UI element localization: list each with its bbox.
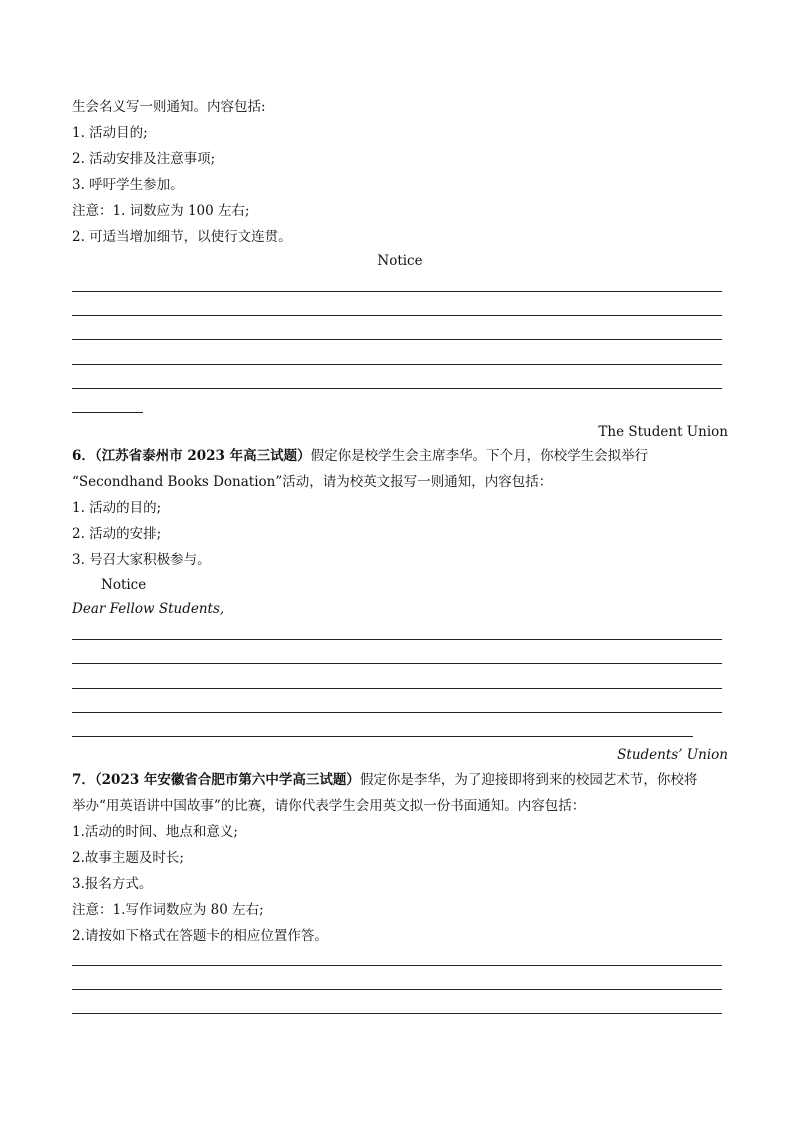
salutation: Dear Fellow Students, [72,601,225,617]
instruction-item: 3. 号召大家积极参与。 [72,552,211,568]
question-7-heading [72,771,697,789]
answer-line[interactable] [72,965,722,966]
answer-line[interactable] [72,1013,722,1014]
signature: Students’ Union [617,747,728,763]
question-prompt: 假定你是李华，为了迎接即将到来的校园艺术节，你校将 [359,772,698,788]
note-line: 注意：1. 词数应为 100 左右; [72,203,250,219]
question-prompt: 假定你是校学生会主席李华。下个月，你校学生会拟举行 [310,448,649,464]
answer-line[interactable] [72,291,722,292]
answer-line[interactable] [72,736,693,737]
question-source: （江苏省泰州市 2023 年高三试题） [94,448,311,464]
signature: The Student Union [598,424,728,440]
instruction-item: 2. 活动的安排; [72,526,162,542]
answer-line[interactable] [72,315,722,316]
note-line: 注意：1.写作词数应为 80 左右; [72,902,264,918]
question-number: 6． [72,448,95,464]
instruction-item: 1. 活动目的; [72,125,148,141]
instruction-item: 3.报名方式。 [72,876,153,892]
note-line: 2. 可适当增加细节，以使行文连贯。 [72,229,292,245]
answer-line[interactable] [72,639,722,640]
answer-line[interactable] [72,388,722,389]
instruction-line: 生会名义写一则通知。内容包括: [72,99,266,115]
question-number: 7． [72,772,95,788]
question-prompt-continued: 举办“用英语讲中国故事”的比赛，请你代表学生会用英文拟一份书面通知。内容包括： [72,798,586,814]
answer-line-short[interactable] [72,412,143,413]
note-line: 2.请按如下格式在答题卡的相应位置作答。 [72,928,328,944]
answer-line[interactable] [72,712,722,713]
question-source: （2023 年安徽省合肥市第六中学高三试题） [94,772,360,788]
answer-line[interactable] [72,339,722,340]
answer-line[interactable] [72,663,722,664]
instruction-item: 1. 活动的目的; [72,500,162,516]
answer-line[interactable] [72,688,722,689]
notice-title: Notice [101,577,147,593]
instruction-item: 2.故事主题及时长; [72,850,184,866]
instruction-item: 2. 活动安排及注意事项; [72,151,216,167]
notice-title: Notice [377,253,423,269]
question-6-heading [72,447,648,465]
answer-line[interactable] [72,364,722,365]
instruction-item: 3. 呼吁学生参加。 [72,177,184,193]
instruction-item: 1.活动的时间、地点和意义; [72,824,238,840]
answer-line[interactable] [72,989,722,990]
question-prompt-continued: “Secondhand Books Donation”活动，请为校英文报写一则通知，内容包括： [72,474,553,490]
